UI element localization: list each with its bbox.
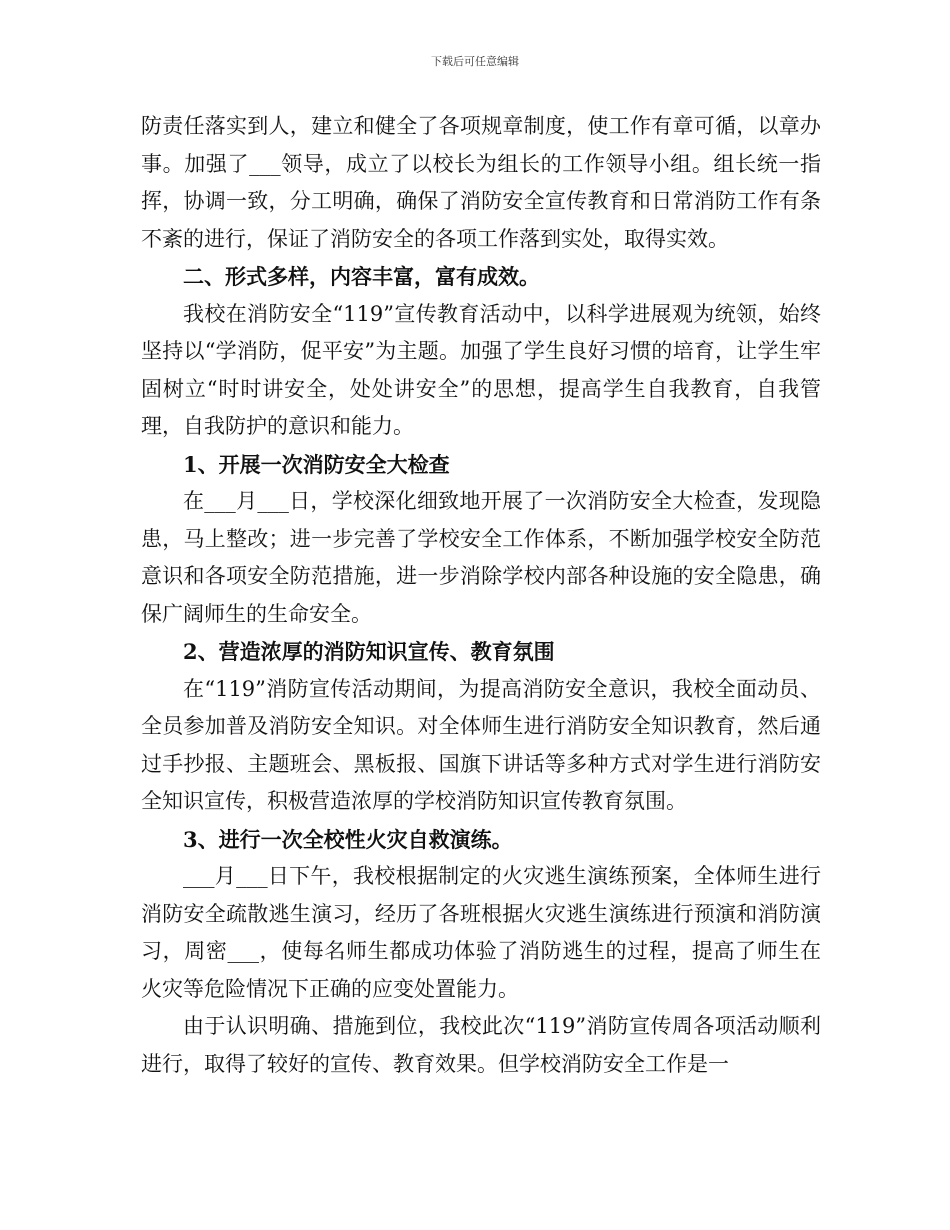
page-header: 下载后可任意编辑 (431, 55, 519, 68)
subsection-heading: 2、营造浓厚的消防知识宣传、教育氛围 (183, 639, 555, 664)
paragraph: 在“119”消防宣传活动期间，为提高消防安全意识，我校全面动员、全员参加普及消防安全知识。对全体师生进行消防安全知识教育，然后通过手抄报、主题班会、黑板报、国旗下讲话等多种方式对学生进行消防安全知识宣传，积极营造浓厚的学校消防知识宣传教育氛围。 (141, 676, 821, 813)
paragraph: 防责任落实到人，建立和健全了各项规章制度，使工作有章可循，以章办事。加强了___领导，成立了以校长为组长的工作领导小组。组长统一指挥，协调一致，分工明确，确保了消防安全宣传教育和日常消防工作有条不紊的进行，保证了消防安全的各项工作落到实处，取得实效。 (141, 114, 821, 251)
section-heading: 二、形式多样，内容丰富，富有成效。 (183, 264, 540, 289)
paragraph: 由于认识明确、措施到位，我校此次“119”消防宣传周各项活动顺利进行，取得了较好的宣传、教育效果。但学校消防安全工作是一 (141, 1014, 821, 1076)
document-body (141, 108, 821, 1083)
subsection-heading: 1、开展一次消防安全大检查 (183, 451, 450, 477)
paragraph: ___月___日下午，我校根据制定的火灾逃生演练预案，全体师生进行消防安全疏散逃生演习，经历了各班根据火灾逃生演练进行预演和消防演习，周密___，使每名师生都成功体验了消防逃生的过程，提高了师生在火灾等危险情况下正确的应变处置能力。 (141, 864, 821, 1001)
paragraph: 我校在消防安全“119”宣传教育活动中，以科学进展观为统领，始终坚持以“学消防，促平安”为主题。加强了学生良好习惯的培育，让学生牢固树立“时时讲安全，处处讲安全”的思想，提高学生自我教育，自我管理，自我防护的意识和能力。 (141, 301, 821, 438)
subsection-heading: 3、进行一次全校性火灾自救演练。 (183, 826, 513, 852)
paragraph: 在___月___日，学校深化细致地开展了一次消防安全大检查，发现隐患，马上整改；进一步完善了学校安全工作体系，不断加强学校安全防范意识和各项安全防范措施，进一步消除学校内部各种设施的安全隐患，确保广阔师生的生命安全。 (141, 489, 821, 626)
